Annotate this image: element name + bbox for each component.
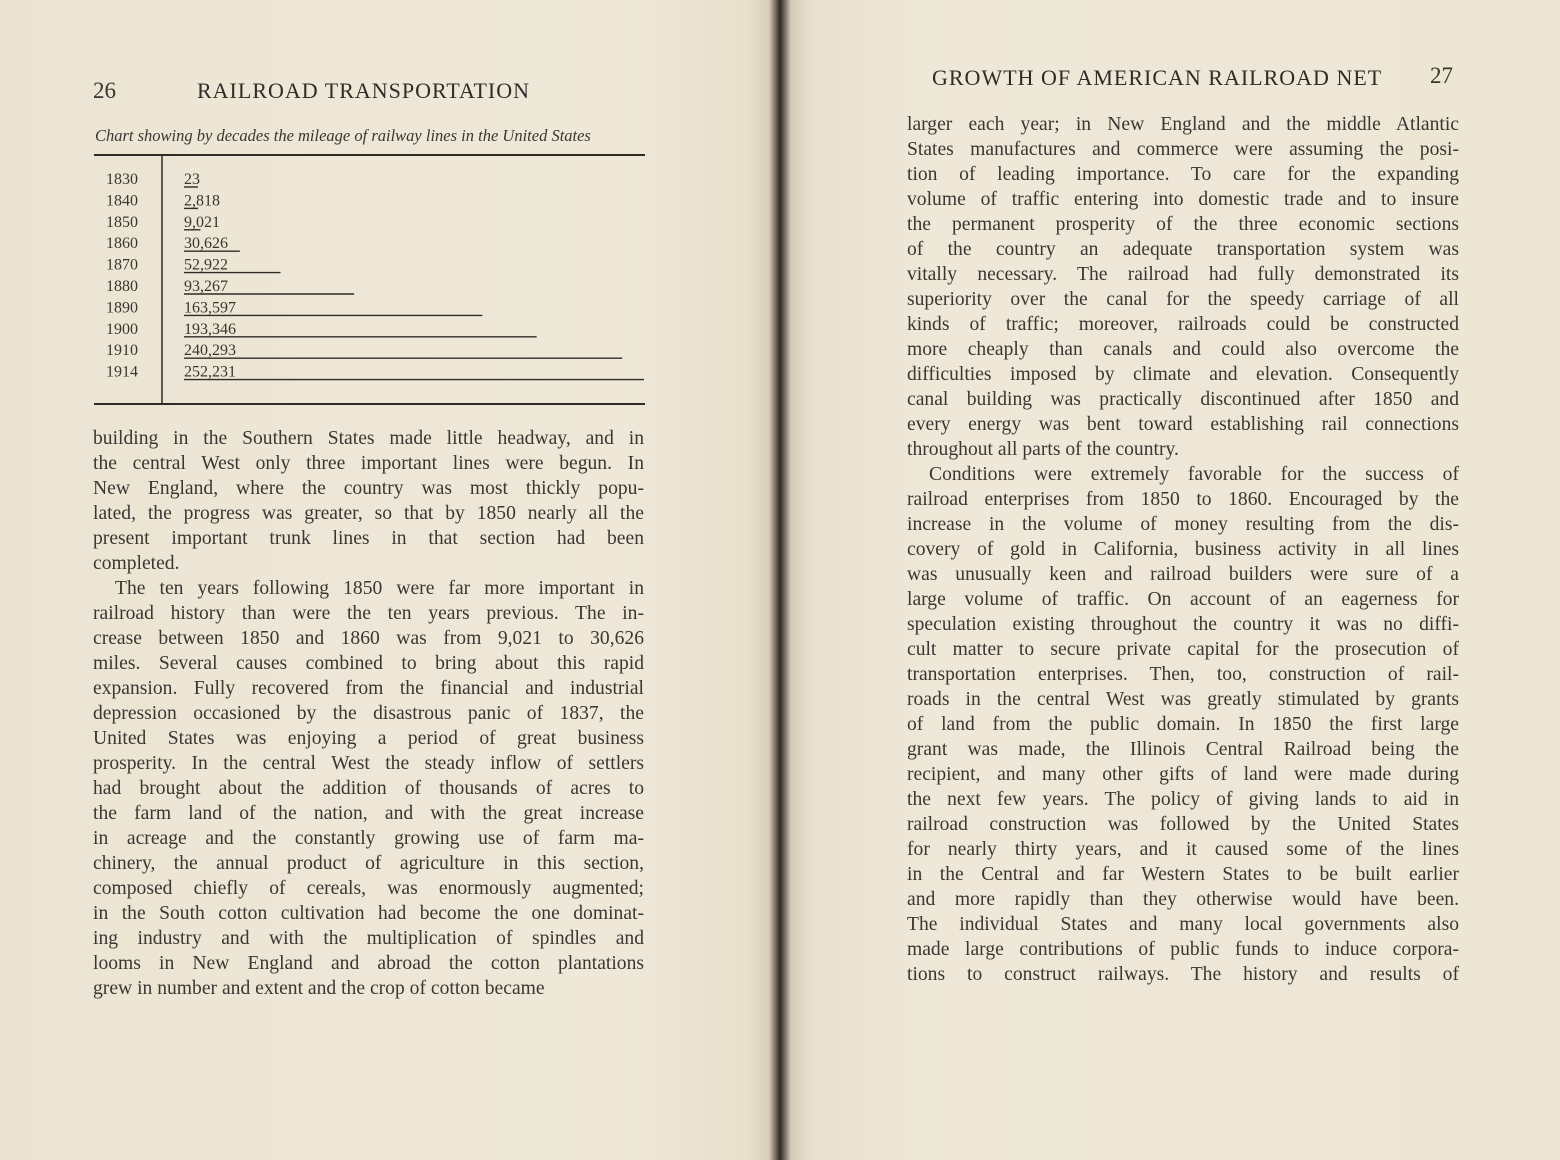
text-line: recipient, and many other gifts of land were made during	[907, 764, 1459, 785]
mileage-value-label: 193,346	[184, 320, 236, 338]
year-label: 1914	[106, 363, 138, 381]
text-line: speculation existing throughout the country it was no diffi-	[907, 614, 1459, 635]
text-line: and more rapidly than they otherwise would have been.	[907, 889, 1459, 910]
text-line: completed.	[93, 553, 180, 574]
page-number-right: 27	[1430, 63, 1453, 88]
text-line: the permanent prosperity of the three economic sections	[907, 214, 1459, 235]
text-line: grew in number and extent and the crop of cotton became	[93, 978, 545, 999]
right-body-text	[907, 112, 1459, 987]
text-line: in the Central and far Western States to be built earlier	[907, 864, 1459, 885]
text-line: looms in New England and abroad the cotton plantations	[93, 953, 644, 974]
page-number-left: 26	[93, 78, 116, 103]
text-line: The individual States and many local governments also	[907, 914, 1459, 935]
left-body-text	[93, 426, 644, 1001]
text-line: building in the Southern States made little headway, and in	[93, 428, 644, 449]
text-line: expansion. Fully recovered from the financial and industrial	[93, 678, 644, 699]
text-line: was unusually keen and railroad builders were sure of a	[907, 564, 1459, 585]
text-line: prosperity. In the central West the steady inflow of settlers	[93, 753, 644, 774]
text-line: for nearly thirty years, and it caused some of the lines	[907, 839, 1459, 860]
text-line: grant was made, the Illinois Central Railroad being the	[907, 739, 1459, 760]
text-line: States manufactures and commerce were assuming the posi-	[907, 139, 1459, 160]
year-label: 1900	[106, 320, 138, 338]
mileage-chart	[92, 153, 647, 408]
text-line: the farm land of the nation, and with the great increase	[93, 803, 644, 824]
year-label: 1850	[106, 213, 138, 231]
text-line: New England, where the country was most thickly popu-	[93, 478, 644, 499]
text-line: larger each year; in New England and the middle Atlantic	[907, 114, 1459, 135]
chart-caption: Chart showing by decades the mileage of railway lines in the United States	[95, 126, 591, 145]
text-line: tion of leading importance. To care for the expanding	[907, 164, 1459, 185]
text-line: vitally necessary. The railroad had fully demonstrated its	[907, 264, 1459, 285]
text-line: miles. Several causes combined to bring about this rapid	[93, 653, 644, 674]
text-line: of the country an adequate transportation system was	[907, 239, 1459, 260]
year-label: 1880	[106, 278, 138, 295]
text-line: railroad construction was followed by the United States	[907, 814, 1459, 835]
running-head-left: RAILROAD TRANSPORTATION	[197, 78, 531, 103]
text-line: Conditions were extremely favorable for the success of	[929, 464, 1459, 485]
text-line: made large contributions of public funds to induce corpora-	[907, 939, 1459, 960]
year-label: 1870	[106, 256, 138, 274]
text-line: present important trunk lines in that section had been	[93, 528, 644, 549]
text-line: lated, the progress was greater, so that by 1850 nearly all the	[93, 503, 644, 524]
right-page	[780, 0, 1560, 1160]
text-line: transportation enterprises. Then, too, construction of rail-	[907, 664, 1459, 685]
text-line: in acreage and the constantly growing use of farm ma-	[93, 828, 644, 849]
mileage-value-label: 52,922	[184, 256, 228, 274]
mileage-value-label: 240,293	[184, 342, 236, 360]
text-line: composed chiefly of cereals, was enormously augmented;	[93, 878, 644, 899]
text-line: more cheaply than canals and could also overcome the	[907, 339, 1459, 360]
text-line: railroad history than were the ten years previous. The in-	[93, 603, 644, 624]
mileage-value-label: 30,626	[184, 235, 228, 253]
text-line: kinds of traffic; moreover, railroads could be constructed	[907, 314, 1459, 335]
text-line: canal building was practically discontinued after 1850 and	[907, 389, 1459, 410]
text-line: superiority over the canal for the speedy carriage of all	[907, 289, 1459, 310]
mileage-value-label: 23	[184, 171, 200, 188]
text-line: the next few years. The policy of giving lands to aid in	[907, 789, 1459, 810]
running-head-right: GROWTH OF AMERICAN RAILROAD NET	[932, 65, 1383, 90]
mileage-value-label: 9,021	[184, 213, 220, 231]
mileage-value-label: 252,231	[184, 363, 236, 381]
text-line: volume of traffic entering into domestic trade and to insure	[907, 189, 1459, 210]
year-label: 1860	[106, 235, 138, 253]
mileage-value-label: 163,597	[184, 299, 236, 317]
text-line: in the South cotton cultivation had become the one dominat-	[93, 903, 644, 924]
text-line: throughout all parts of the country.	[907, 439, 1179, 460]
text-line: had brought about the addition of thousands of acres to	[93, 778, 644, 799]
text-line: ing industry and with the multiplication of spindles and	[93, 928, 644, 949]
text-line: depression occasioned by the disastrous panic of 1837, the	[93, 703, 644, 724]
year-label: 1840	[106, 192, 138, 210]
text-line: tions to construct railways. The history and results of	[907, 964, 1459, 985]
mileage-chart-svg	[92, 153, 647, 408]
text-line: cult matter to secure private capital for the prosecution of	[907, 639, 1459, 660]
year-label: 1910	[106, 342, 138, 360]
text-line: roads in the central West was greatly stimulated by grants	[907, 689, 1459, 710]
mileage-value-label: 93,267	[184, 278, 228, 295]
year-label: 1830	[106, 171, 138, 188]
text-line: railroad enterprises from 1850 to 1860. Encouraged by the	[907, 489, 1459, 510]
text-line: the central West only three important lines were begun. In	[93, 453, 644, 474]
text-line: crease between 1850 and 1860 was from 9,021 to 30,626	[93, 628, 644, 649]
text-line: covery of gold in California, business activity in all lines	[907, 539, 1459, 560]
text-line: every energy was bent toward establishing rail connections	[907, 414, 1459, 435]
text-line: increase in the volume of money resulting from the dis-	[907, 514, 1459, 535]
text-line: large volume of traffic. On account of an eagerness for	[907, 589, 1459, 610]
text-line: chinery, the annual product of agriculture in this section,	[93, 853, 644, 874]
text-line: The ten years following 1850 were far more important in	[115, 578, 644, 599]
year-label: 1890	[106, 299, 138, 317]
text-line: difficulties imposed by climate and elevation. Consequently	[907, 364, 1459, 385]
text-line: United States was enjoying a period of great business	[93, 728, 644, 749]
text-line: of land from the public domain. In 1850 the first large	[907, 714, 1459, 735]
mileage-value-label: 2,818	[184, 192, 220, 210]
